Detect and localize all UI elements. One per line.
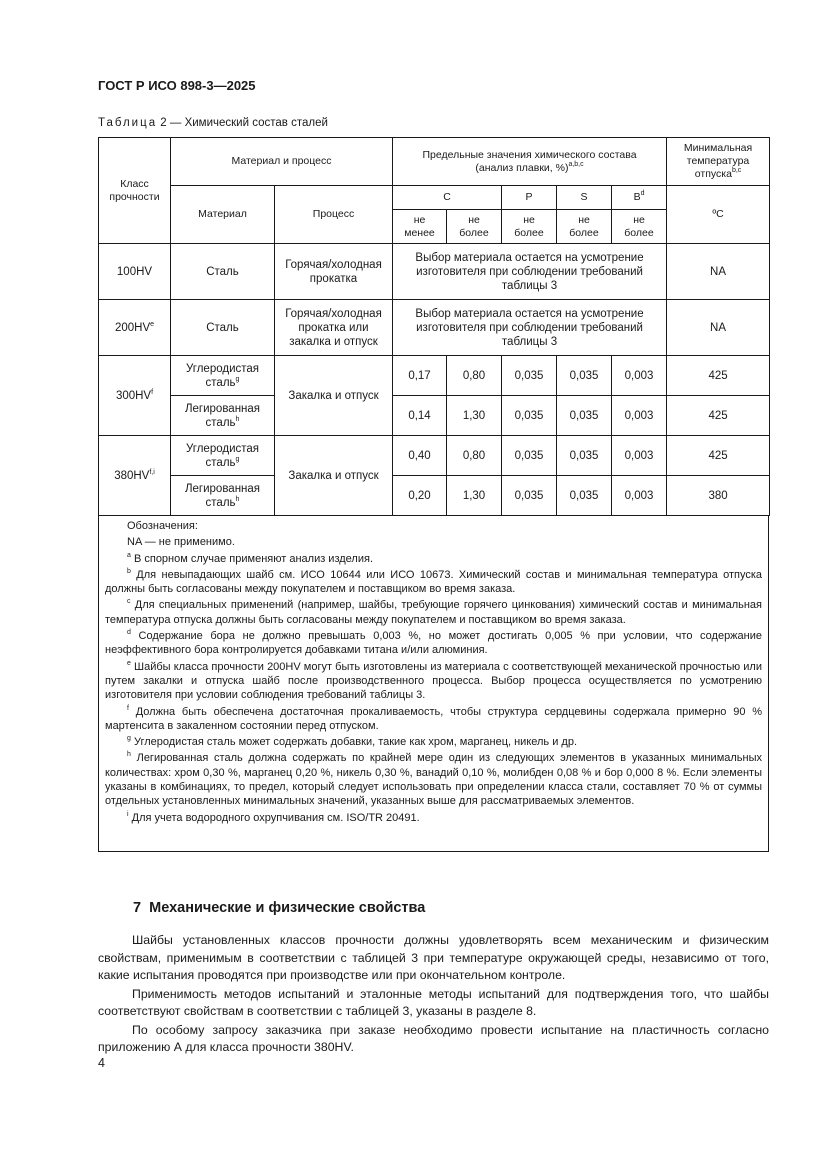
temp-cell: NA [667,300,770,356]
material-cell: Легированная сталь$^h$ [171,396,275,436]
process-cell: Закалка и отпуск [275,356,393,436]
footnote-d: $^d$ Содержание бора не должно превышать 0,003 %, но может достигать 0,005 % при условии, что содержание неэффективного бора контролируется добавками титана и/или алюминия. [105,629,762,657]
p-max-cell: 0,035 [502,396,557,436]
s-max-cell: 0,035 [557,356,612,396]
footnote-a: $^a$ В спорном случае применяют анализ изделия. [127,551,374,565]
header-b-max: не более [612,210,667,244]
document-header: ГОСТ Р ИСО 898-3—2025 [98,78,256,93]
section-title [133,900,425,916]
class-cell: $300HV^f$ [99,356,171,436]
process-cell: Горячая/холодная прокатка или закалка и отпуск [275,300,393,356]
c-min-cell: 0,17 [393,356,447,396]
chemical-composition-table [98,137,770,516]
p-max-cell: 0,035 [502,436,557,476]
footnote-i: $^i$ Для учета водородного охрупчивания см. ISO/TR 20491. [127,810,420,824]
b-max-cell: 0,003 [612,396,667,436]
table-row-300hv-carbon [99,356,770,396]
footnote-h: $^h$ Легированная сталь должна содержать по крайней мере один из следующих элементов в указанных минимальных количествах: хром 0,30 %, марганец 0,20 %, никель 0,30 %, ванадий 0,10 %, молибден 0,08 % и бор 0,000 8 %. Если элементы указаны в комбинациях, то предел, который следует использовать при определении класса стали, составляет 70 % от суммы отдельных установленных минимальных значений, указанных выше для рассматриваемых элементов. [105,751,763,808]
paragraph: Применимость методов испытаний и эталонные методы испытаний для подтверждения того, что шайбы соответствуют свойствам в соответствии с таблицей 3, указаны в разделе 8. [98,986,769,1018]
c-max-cell: 0,80 [447,356,502,396]
header-temp-unit: ºC [667,186,770,244]
c-max-cell: 1,30 [447,476,502,516]
paragraph: По особому запросу заказчика при заказе необходимо провести испытание на пластичность согласно приложению А для класса прочности 380HV. [98,1022,769,1054]
c-max-cell: 1,30 [447,396,502,436]
material-cell: Сталь [171,300,275,356]
header-row-1 [99,138,770,186]
header-process: Процесс [275,186,393,244]
s-max-cell: 0,035 [557,436,612,476]
header-material: Материал [171,186,275,244]
s-max-cell: 0,035 [557,476,612,516]
header-c-max: не более [447,210,502,244]
s-max-cell: 0,035 [557,396,612,436]
header-boron: $B^d$ [612,186,667,210]
b-max-cell: 0,003 [612,356,667,396]
header-min-temp: Минимальная температура отпуска$^{b,c}$ [667,138,770,186]
c-min-cell: 0,14 [393,396,447,436]
c-min-cell: 0,20 [393,476,447,516]
section-body [98,932,769,1058]
table-row-100hv [99,244,770,300]
material-cell: Сталь [171,244,275,300]
process-cell: Горячая/холодная прокатка [275,244,393,300]
b-max-cell: 0,003 [612,476,667,516]
header-class: Класс прочности [99,138,171,244]
header-s-max: не более [557,210,612,244]
temp-cell: 425 [667,356,770,396]
c-max-cell: 0,80 [447,436,502,476]
notes-na: NA — не применимо. [127,536,235,549]
header-carbon: C [393,186,502,210]
material-cell: Углеродистая сталь$^g$ [171,356,275,396]
temp-cell: 425 [667,436,770,476]
header-p-max: не более [502,210,557,244]
footnote-b: $^b$ Для невыпадающих шайб см. ИСО 10644 или ИСО 10673. Химический состав и минимальная температура отпуска должны быть согласованы между покупателем и поставщиком во время заказа. [105,567,762,596]
temp-cell: NA [667,244,770,300]
table-caption-label: Таблица [98,117,158,129]
header-limits: Предельные значения химического состава (анализ плавки, %)$^{a,b,c}$ [393,138,667,186]
header-material-process: Материал и процесс [171,138,393,186]
material-note-cell: Выбор материала остается на усмотрение изготовителя при соблюдении требований таблицы 3 [393,244,667,300]
table-notes [98,515,769,852]
table-caption-text: 2 — Химический состав сталей [160,117,328,129]
temp-cell: 380 [667,476,770,516]
material-cell: Легированная сталь$^h$ [171,476,275,516]
process-cell: Закалка и отпуск [275,436,393,516]
table-row-380hv-alloy [99,476,770,516]
footnote-e: $^e$ Шайбы класса прочности 200HV могут быть изготовлены из материала с соответствующей механической прочностью или путем закалки и отпуска шайб после производственного процесса. Выбор процесса осуществляется по усмотрению изготовителя при условии соблюдения требований таблицы 3. [105,659,762,702]
header-phosphorus: P [502,186,557,210]
table-row-300hv-alloy [99,396,770,436]
material-note-cell: Выбор материала остается на усмотрение изготовителя при соблюдении требований таблицы 3 [393,300,667,356]
class-cell: 380HV$^{f,i}$ [99,436,171,516]
material-cell: Углеродистая сталь$^g$ [171,436,275,476]
footnote-c: $^c$ Для специальных применений (например, шайбы, требующие горячего цинкования) химический состав и минимальная температура отпуска должны быть согласованы между покупателем и поставщиком во время заказа. [105,598,762,626]
section-title-text: Механические и физические свойства [149,900,426,916]
table-row-200hv [99,300,770,356]
table-row-380hv-carbon [99,436,770,476]
p-max-cell: 0,035 [502,476,557,516]
table-caption [98,117,328,129]
c-min-cell: 0,40 [393,436,447,476]
header-c-min: не менее [393,210,447,244]
b-max-cell: 0,003 [612,436,667,476]
page-number: 4 [98,1056,105,1070]
section-number: 7 [133,900,142,916]
footnote-g: $^g$ Углеродистая сталь может содержать добавки, такие как хром, марганец, никель и др. [127,735,578,749]
p-max-cell: 0,035 [502,356,557,396]
class-cell: 100HV [99,244,171,300]
header-row-2 [99,186,770,210]
notes-title: Обозначения: [127,520,198,532]
footnote-f: $^f$ Должна быть обеспечена достаточная прокаливаемость, чтобы структура сердцевины содержала примерно 90 % мартенсита в закаленном состоянии перед отпуском. [105,704,762,732]
class-cell: $200HV^e$ [99,300,171,356]
temp-cell: 425 [667,396,770,436]
paragraph: Шайбы установленных классов прочности должны удовлетворять всем механическим и физическим свойствам, применимым в соответствии с таблицей 3 при температуре окружающей среды, независимо от того, какие испытания проводятся при производстве или при окончательном контроле. [98,933,769,982]
header-sulfur: S [557,186,612,210]
